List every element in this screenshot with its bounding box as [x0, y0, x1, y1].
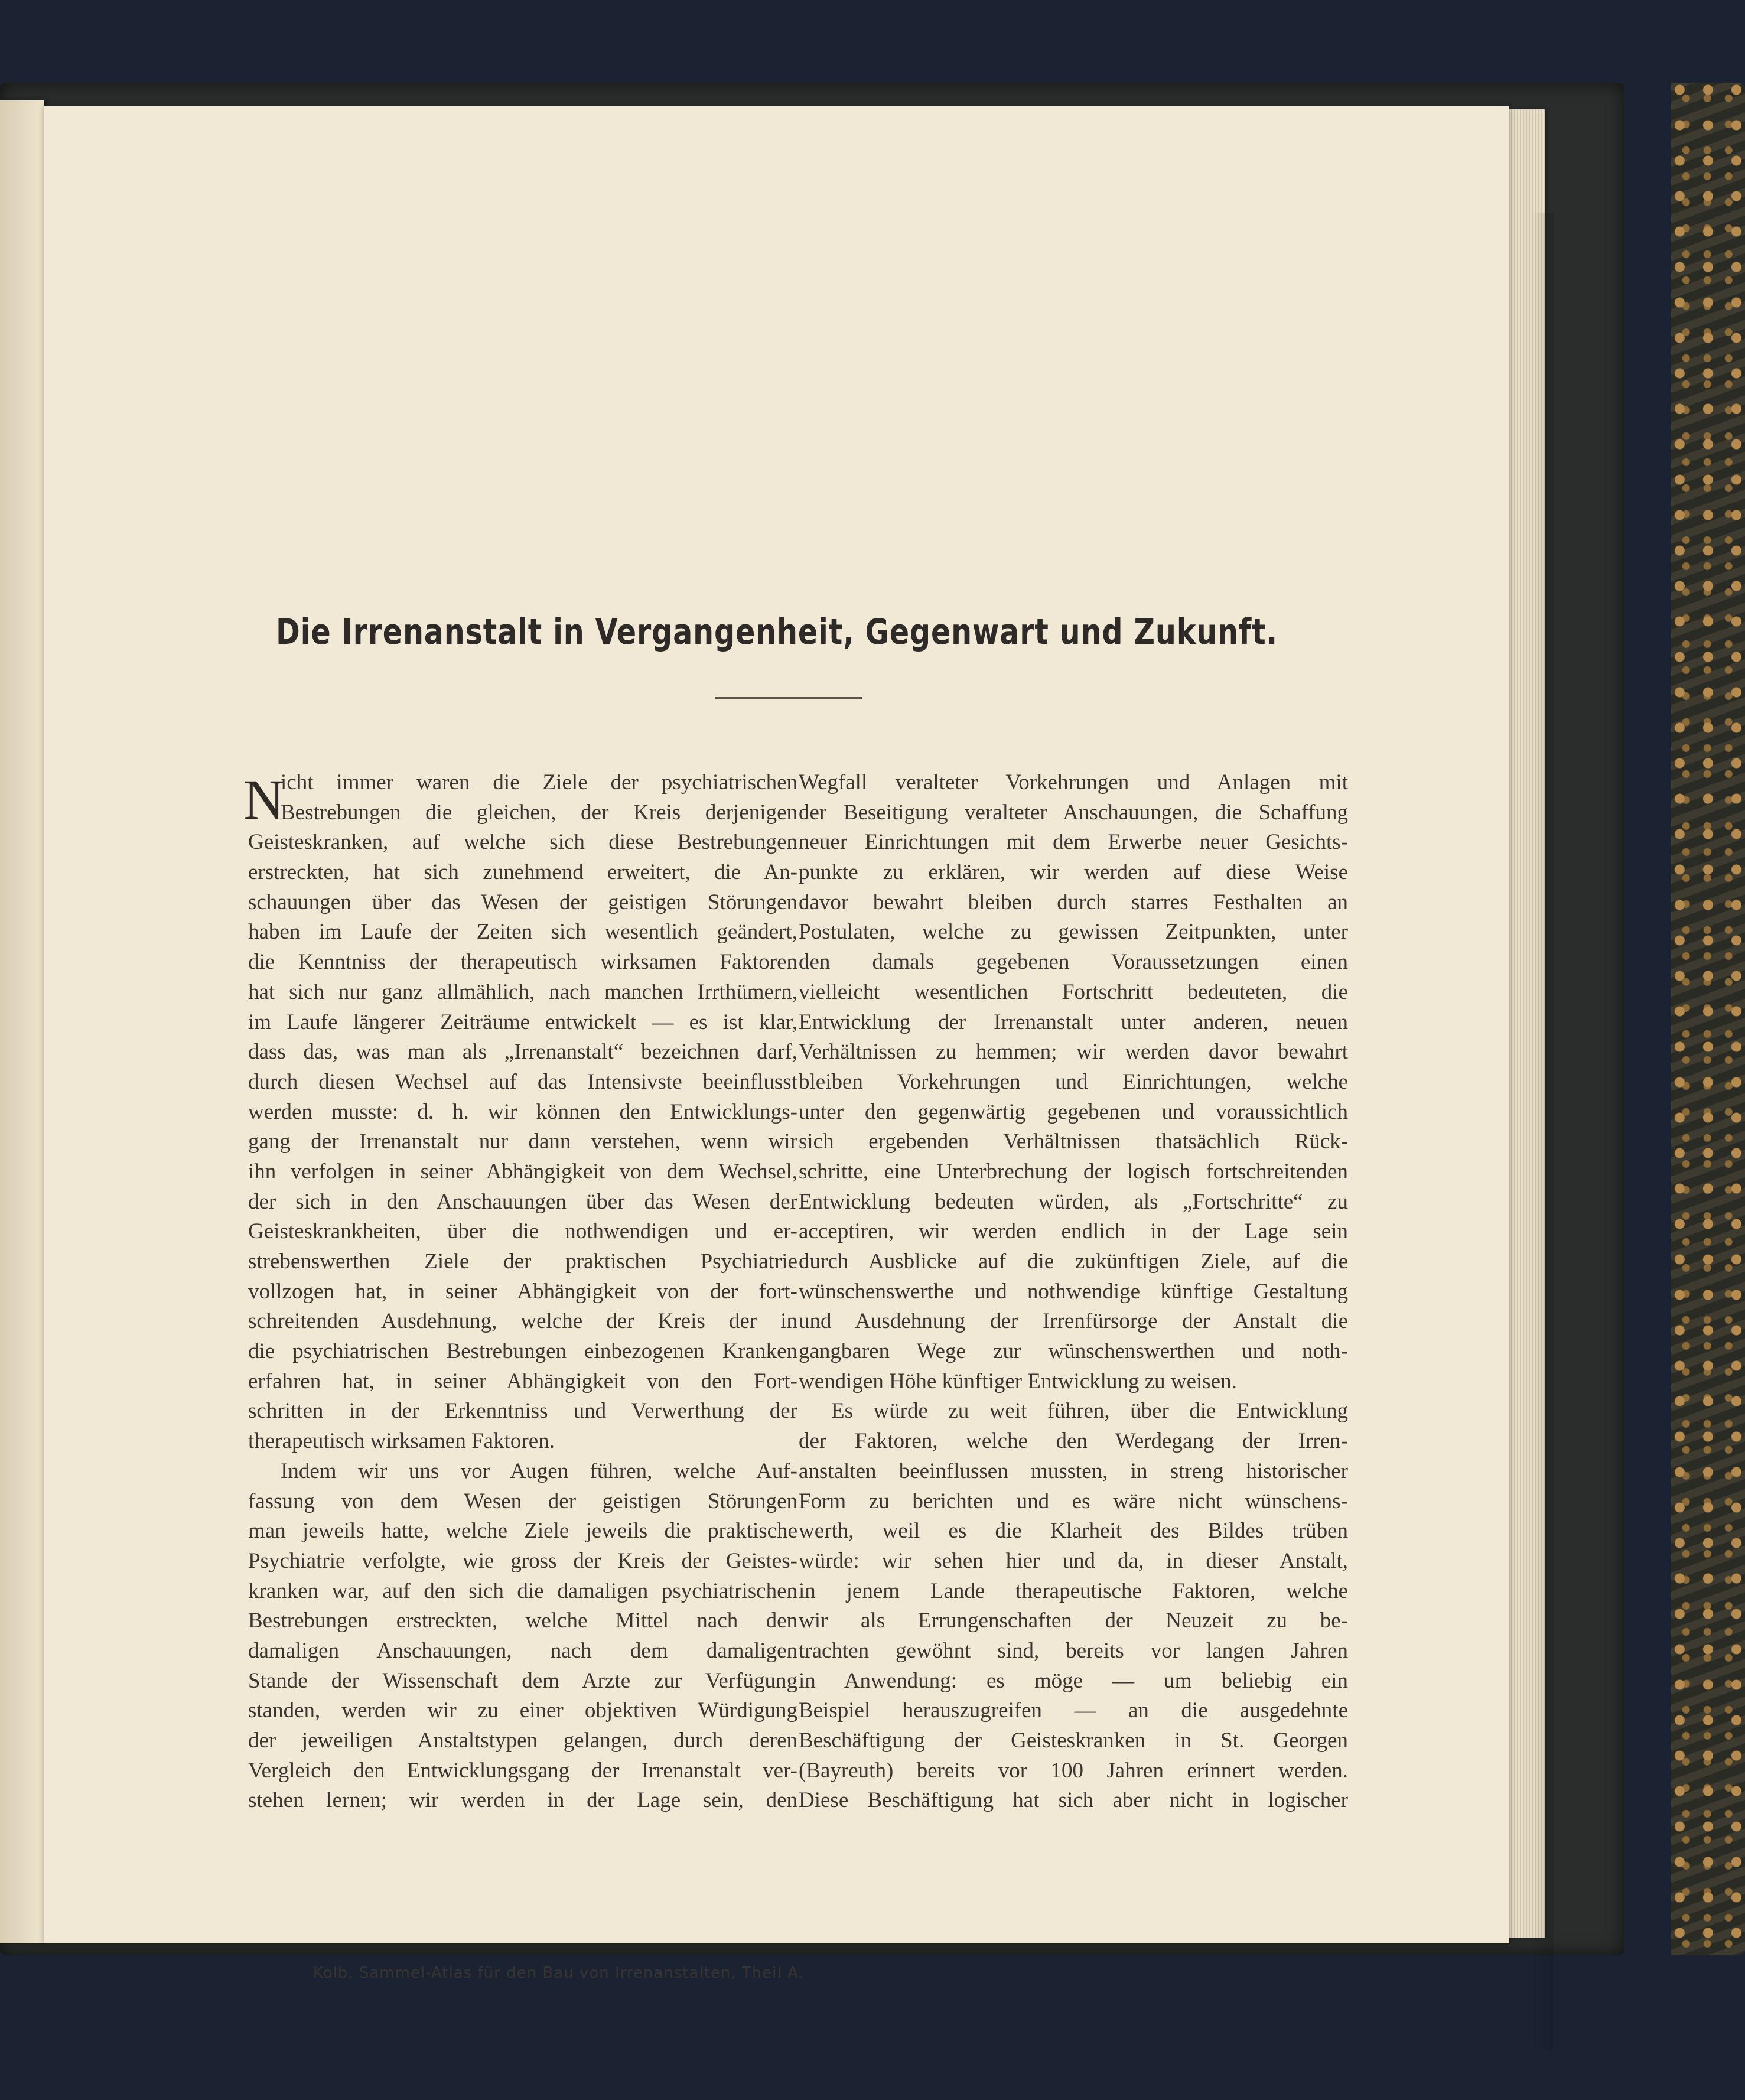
- right-text-column: [799, 768, 1348, 1816]
- text-line: den damals gegebenen Voraussetzungen einen: [799, 950, 1348, 975]
- page-edge-shadow: [1530, 213, 1554, 2050]
- text-line: wünschenswerthe und nothwendige künftige Gestaltung: [799, 1279, 1348, 1304]
- text-line: icht immer waren die Ziele der psychiatrischen: [281, 770, 797, 795]
- text-line: Es würde zu weit führen, über die Entwicklung: [831, 1399, 1348, 1424]
- text-line: Stande der Wissenschaft dem Arzte zur Verfügung: [248, 1668, 797, 1693]
- text-line: damaligen Anschauungen, nach dem damaligen: [248, 1638, 797, 1663]
- text-line: Vergleich den Entwicklungsgang der Irrenanstalt ver-: [248, 1758, 797, 1783]
- text-line: gang der Irrenanstalt nur dann verstehen, wenn wir: [248, 1129, 797, 1154]
- text-line: strebenswerthen Ziele der praktischen Psychiatrie: [248, 1249, 797, 1274]
- text-line: Beschäftigung der Geisteskranken in St. Georgen: [799, 1728, 1348, 1753]
- left-text-column: [243, 768, 797, 1816]
- text-line: unter den gegenwärtig gegebenen und voraussichtlich: [799, 1099, 1348, 1124]
- text-line: würde: wir sehen hier und da, in dieser Anstalt,: [799, 1548, 1348, 1573]
- text-line: bleiben Vorkehrungen und Einrichtungen, welche: [799, 1069, 1348, 1094]
- text-line: gangbaren Wege zur wünschenswerthen und noth-: [799, 1339, 1348, 1364]
- text-line: Entwicklung der Irrenanstalt unter anderen, neuen: [799, 1010, 1348, 1034]
- text-line: Psychiatrie verfolgte, wie gross der Kreis der Geistes-: [248, 1548, 797, 1573]
- text-line: und Ausdehnung der Irrenfürsorge der Anstalt die: [799, 1309, 1348, 1334]
- text-line: Beispiel herauszugreifen — an die ausgedehnte: [799, 1698, 1348, 1723]
- text-line: in Anwendung: es möge — um beliebig ein: [799, 1668, 1348, 1693]
- text-line: vollzogen hat, in seiner Abhängigkeit von der fort-: [248, 1279, 797, 1304]
- title-divider: [715, 697, 862, 699]
- text-line: der sich in den Anschauungen über das Wesen der: [248, 1189, 797, 1214]
- text-line: sich ergebenden Verhältnissen thatsächlich Rück-: [799, 1129, 1348, 1154]
- text-line: werth, weil es die Klarheit des Bildes trüben: [799, 1519, 1348, 1544]
- text-line: (Bayreuth) bereits vor 100 Jahren erinnert werden.: [799, 1758, 1348, 1783]
- book-page: [44, 106, 1509, 1982]
- text-line: durch diesen Wechsel auf das Intensivste beeinflusst: [248, 1069, 797, 1094]
- text-line: man jeweils hatte, welche Ziele jeweils die praktische: [248, 1519, 797, 1544]
- text-line: schritten in der Erkenntniss und Verwerthung der: [248, 1399, 797, 1424]
- text-line: schauungen über das Wesen der geistigen Störungen: [248, 890, 797, 914]
- drop-cap: N: [243, 768, 285, 831]
- text-line: Bestrebungen die gleichen, der Kreis derjenigen: [281, 800, 797, 825]
- text-line: die Kenntniss der therapeutisch wirksamen Faktoren: [248, 950, 797, 975]
- text-line: Form zu berichten und es wäre nicht wünschens-: [799, 1489, 1348, 1513]
- text-line: der Beseitigung veralteter Anschauungen, die Schaffung: [799, 800, 1348, 825]
- text-line: wendigen Höhe künftiger Entwicklung zu weisen.: [799, 1369, 1237, 1394]
- text-line: erfahren hat, in seiner Abhängigkeit von den Fort-: [248, 1369, 797, 1394]
- text-line: Postulaten, welche zu gewissen Zeitpunkten, unter: [799, 920, 1348, 945]
- text-line: Bestrebungen erstreckten, welche Mittel nach den: [248, 1609, 797, 1633]
- text-line: erstreckten, hat sich zunehmend erweitert, die An-: [248, 860, 797, 885]
- text-line: wir als Errungenschaften der Neuzeit zu be-: [799, 1609, 1348, 1633]
- text-line: therapeutisch wirksamen Faktoren.: [248, 1429, 555, 1454]
- marbled-cover-edge: [1671, 83, 1745, 1955]
- text-line: haben im Laufe der Zeiten sich wesentlich geändert,: [248, 920, 797, 945]
- text-line: der jeweiligen Anstaltstypen gelangen, durch deren: [248, 1728, 797, 1753]
- text-line: im Laufe längerer Zeiträume entwickelt — es ist klar,: [248, 1010, 797, 1034]
- text-line: Geisteskrankheiten, über die nothwendigen und er-: [248, 1219, 797, 1244]
- text-line: stehen lernen; wir werden in der Lage sein, den: [248, 1788, 797, 1813]
- left-page-edge: [0, 100, 44, 1943]
- text-line: standen, werden wir zu einer objektiven Würdigung: [248, 1698, 797, 1723]
- text-line: Verhältnissen zu hemmen; wir werden davor bewahrt: [799, 1040, 1348, 1064]
- text-line: kranken war, auf den sich die damaligen psychiatrischen: [248, 1578, 797, 1603]
- text-line: Diese Beschäftigung hat sich aber nicht in logischer: [799, 1788, 1348, 1813]
- text-line: dass das, was man als „Irrenanstalt“ bezeichnen darf,: [248, 1040, 797, 1064]
- text-line: trachten gewöhnt sind, bereits vor langen Jahren: [799, 1638, 1348, 1663]
- text-line: schreitenden Ausdehnung, welche der Kreis der in: [248, 1309, 797, 1334]
- text-line: Indem wir uns vor Augen führen, welche Auf-: [281, 1458, 797, 1483]
- text-line: schritte, eine Unterbrechung der logisch fortschreitenden: [799, 1159, 1348, 1184]
- text-line: werden musste: d. h. wir können den Entwicklungs-: [248, 1099, 797, 1124]
- text-line: fassung von dem Wesen der geistigen Störungen: [248, 1489, 797, 1513]
- text-line: der Faktoren, welche den Werdegang der Irren-: [799, 1429, 1348, 1454]
- text-line: Geisteskranken, auf welche sich diese Bestrebungen: [248, 830, 797, 855]
- text-line: hat sich nur ganz allmählich, nach manchen Irrthümern,: [248, 979, 797, 1004]
- text-line: ihn verfolgen in seiner Abhängigkeit von dem Wechsel,: [248, 1159, 797, 1184]
- page-title: Die Irrenanstalt in Vergangenheit, Gegenwart und Zukunft.: [275, 611, 1278, 653]
- text-line: punkte zu erklären, wir werden auf diese Weise: [799, 860, 1348, 885]
- text-line: neuer Einrichtungen mit dem Erwerbe neuer Gesichts-: [799, 830, 1348, 855]
- text-line: vielleicht wesentlichen Fortschritt bedeuteten, die: [799, 979, 1348, 1004]
- text-line: Entwicklung bedeuten würden, als „Fortschritte“ zu: [799, 1189, 1348, 1214]
- text-line: anstalten beeinflussen mussten, in streng historischer: [799, 1458, 1348, 1483]
- text-line: die psychiatrischen Bestrebungen einbezogenen Kranken: [248, 1339, 797, 1364]
- text-line: durch Ausblicke auf die zukünftigen Ziele, auf die: [799, 1249, 1348, 1274]
- text-line: Wegfall veralteter Vorkehrungen und Anlagen mit: [799, 770, 1348, 795]
- text-line: acceptiren, wir werden endlich in der Lage sein: [799, 1219, 1348, 1244]
- text-line: in jenem Lande therapeutische Faktoren, welche: [799, 1578, 1348, 1603]
- text-line: davor bewahrt bleiben durch starres Festhalten an: [799, 890, 1348, 914]
- page-footer: Kolb, Sammel-Atlas für den Bau von Irrenanstalten, Theil A.: [313, 1964, 804, 1982]
